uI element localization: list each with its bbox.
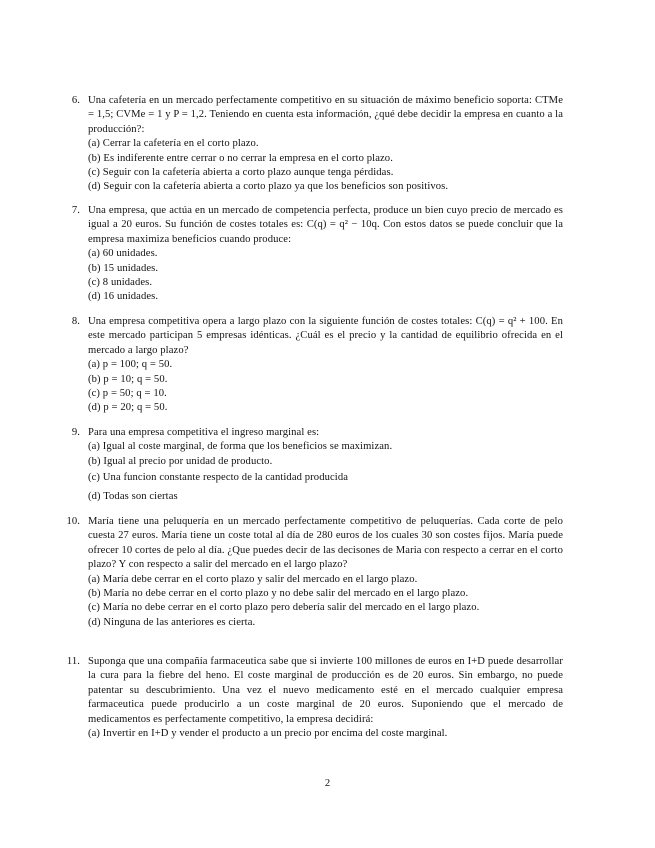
question-number: 10. xyxy=(66,516,80,527)
question-text: María tiene una peluquería en un mercado perfectamente competitivo de peluquerías. Cada corte de pelo cuesta 27 euros. María tiene un coste total al día de 280 euros de los cuales 30 son costes fijos. María puede ofrecer 10 cortes de pelo al día. ¿Que puedes decir de las decisones de Maria con respecto a cerrar en el corto plazo? Y con respecto a salir del mercado en el largo plazo? xyxy=(88,516,563,571)
option-c: (c) 8 unidades. xyxy=(88,277,153,289)
question-text: Para una empresa competitiva el ingreso marginal es: xyxy=(88,427,320,438)
option-c: (c) María no debe cerrar en el corto plazo pero debería salir del mercado en el largo plazo. xyxy=(88,602,480,614)
option-c: (c) Seguir con la cafetería abierta a corto plazo aunque tenga pérdidas. xyxy=(88,167,394,179)
option-a: (a) 60 unidades. xyxy=(88,248,158,260)
question-6 xyxy=(71,94,563,195)
option-b: (b) 15 unidades. xyxy=(88,262,159,274)
question-8 xyxy=(71,315,563,416)
option-b: (b) María no debe cerrar en el corto plazo y no debe salir del mercado en el largo plazo. xyxy=(88,588,469,600)
question-text: Una empresa, que actúa en un mercado de competencia perfecta, produce un bien cuyo precio de mercado es igual a 20 euros. Su función de costes totales es: C(q) = q² − 10q. Con estos datos se puede concluir que la empresa maximiza beneficios cuando produce: xyxy=(88,205,563,245)
option-b: (b) p = 10; q = 50. xyxy=(88,373,168,385)
option-c: (c) Una funcion constante respecto de la cantidad producida xyxy=(88,472,349,484)
question-number: 9. xyxy=(71,427,80,438)
option-d: (d) 16 unidades. xyxy=(88,291,159,303)
option-a: (a) Igual al coste marginal, de forma que los beneficios se maximizan. xyxy=(88,441,393,453)
question-11 xyxy=(66,655,563,741)
option-c: (c) p = 50; q = 10. xyxy=(88,388,167,400)
option-a: (a) Invertir en I+D y vender el producto a un precio por encima del coste marginal. xyxy=(88,728,448,740)
question-10 xyxy=(66,515,563,630)
page-number: 2 xyxy=(324,778,331,789)
question-7 xyxy=(71,204,563,305)
option-a: (a) p = 100; q = 50. xyxy=(88,359,173,371)
question-number: 6. xyxy=(71,95,80,106)
option-b: (b) Es indiferente entre cerrar o no cerrar la empresa en el corto plazo. xyxy=(88,152,393,164)
question-9 xyxy=(71,426,563,504)
option-a: (a) Cerrar la cafetería en el corto plazo. xyxy=(88,138,259,150)
question-text: Una cafetería en un mercado perfectamente competitivo en su situación de máximo beneficio soporta: CTMe = 1,5; CVMe = 1 y P = 1,2. Teniendo en cuenta esta información, ¿qué debe decidir la empresa en cuanto a la producción?: xyxy=(88,95,563,135)
option-d: (d) Ninguna de las anteriores es cierta. xyxy=(88,616,256,628)
option-d: (d) Todas son ciertas xyxy=(88,490,178,502)
option-a: (a) María debe cerrar en el corto plazo y salir del mercado en el largo plazo. xyxy=(88,573,418,585)
question-text: Una empresa competitiva opera a largo plazo con la siguiente función de costes totales: C(q) = q² + 100. En este mercado participan 5 empresas idénticas. ¿Cuál es el precio y la cantidad de equilibrio ofrecida en el mercado a largo plazo? xyxy=(88,316,563,356)
option-d: (d) Seguir con la cafetería abierta a corto plazo ya que los beneficios son positivos. xyxy=(88,181,449,193)
option-d: (d) p = 20; q = 50. xyxy=(88,402,168,414)
question-number: 11. xyxy=(66,656,80,667)
question-number: 7. xyxy=(71,205,80,216)
option-b: (b) Igual al precio por unidad de producto. xyxy=(88,455,273,467)
question-number: 8. xyxy=(71,316,80,327)
question-text: Suponga que una compañía farmaceutica sabe que si invierte 100 millones de euros en I+D puede desarrollar la cura para la fiebre del heno. El coste marginal de producción es de 20 euros. Sin embargo, no puede patentar su descubrimiento. Una vez el nuevo medicamento esté en el mercado cualquier empresa farmaceutica puede producirlo a un coste marginal de 20 euros. Suponiendo que el mercado de medicamentos es perfectamente competitivo, la empresa decidirá: xyxy=(88,656,563,725)
